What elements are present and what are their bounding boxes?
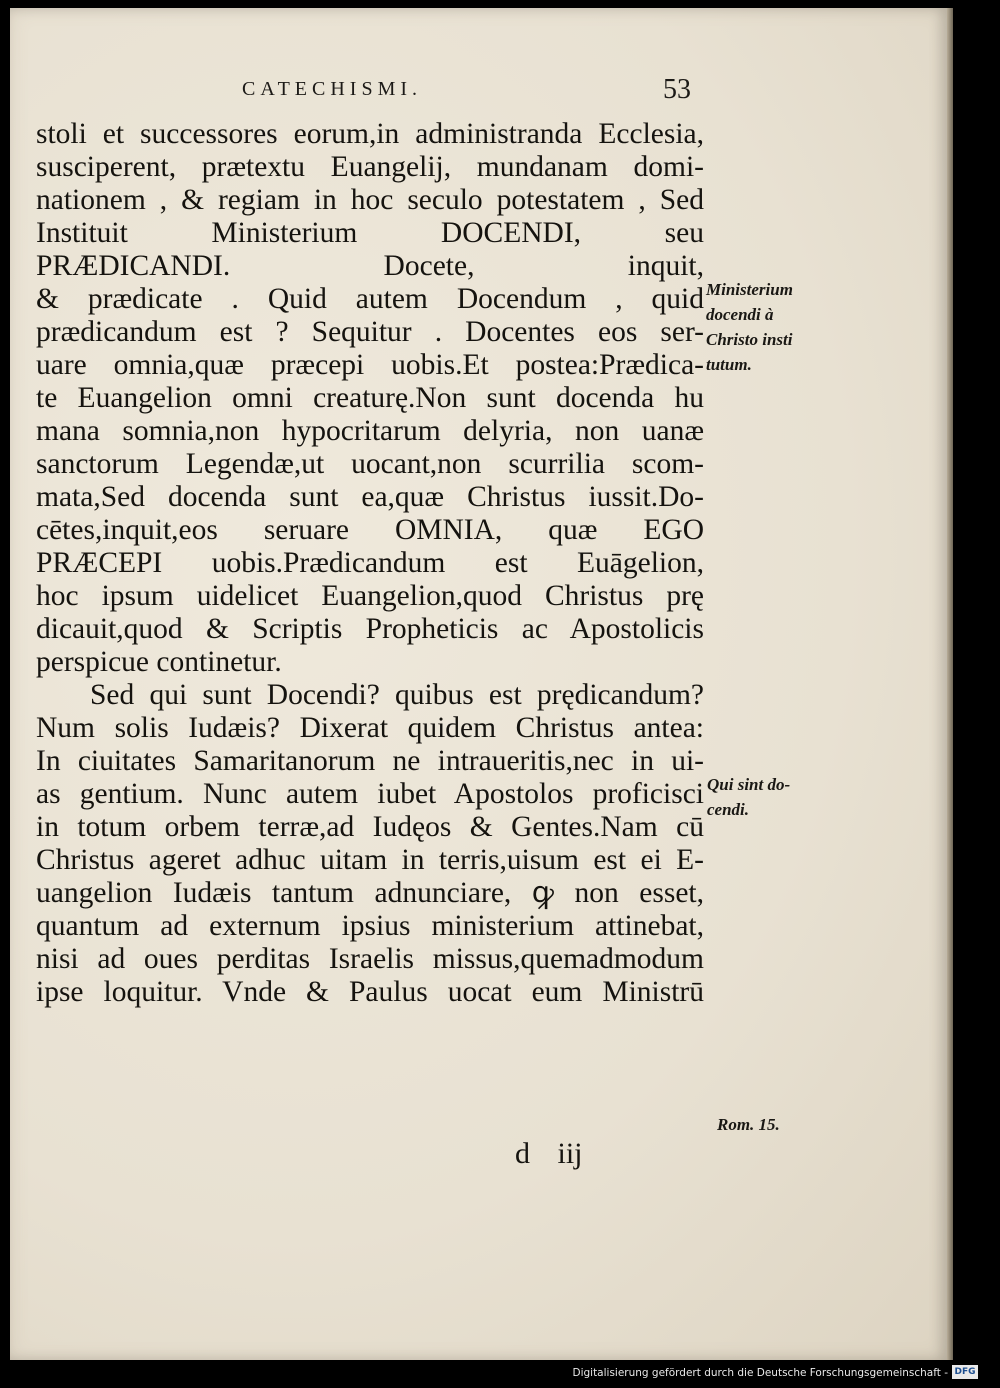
text-line: Instituit Ministerium DOCENDI, seu: [36, 217, 704, 249]
text-line: dicauit,quod & Scriptis Propheticis ac Apostolicis: [36, 613, 704, 645]
text-line: Sed qui sunt Docendi? quibus est prędicandum?: [90, 679, 704, 711]
text-line: Num solis Iudæis? Dixerat quidem Christus antea:: [36, 712, 704, 744]
text-line: te Euangelion omni creaturę.Non sunt docenda hu: [36, 382, 704, 414]
text-line: perspicue continetur.: [36, 646, 282, 678]
text-line: uare omnia,quæ præcepi uobis.Et postea:Prædica-: [36, 349, 704, 381]
text-line: hoc ipsum uidelicet Euangelion,quod Christus prę: [36, 580, 704, 612]
marginal-note-rom: [717, 1112, 780, 1137]
marginal-note-line: Rom. 15.: [717, 1115, 780, 1134]
page-number: 53: [663, 74, 691, 105]
text-line: prædicandum est ? Sequitur . Docentes eos ser-: [36, 316, 704, 348]
marginal-note-line: tutum.: [706, 355, 752, 374]
text-line: uangelion Iudæis tantum adnunciare, ꝙ non esset,: [36, 877, 704, 909]
text-line: nationem , & regiam in hoc seculo potestatem , Sed: [36, 184, 704, 216]
marginal-note-line: Qui sint do-: [707, 775, 791, 794]
marginal-note-line: cendi.: [707, 800, 750, 819]
text-line: stoli et successores eorum,in administranda Ecclesia,: [36, 118, 704, 150]
text-line: sanctorum Legendæ,ut uocant,non scurrilia scom-: [36, 448, 704, 480]
text-line: & prædicate . Quid autem Docendum , quid: [36, 283, 704, 315]
signature-mark: d iij: [515, 1137, 583, 1170]
marginal-note-line: docendi à: [706, 305, 774, 324]
text-line: mana somnia,non hypocritarum delyria, non uanæ: [36, 415, 704, 447]
text-line: nisi ad oues perditas Israelis missus,quemadmodum: [36, 943, 704, 975]
text-line: quantum ad externum ipsius ministerium attinebat,: [36, 910, 704, 942]
dfg-logo: DFG: [952, 1365, 978, 1379]
running-head: CATECHISMI.: [242, 78, 423, 100]
main-text-block: [36, 118, 704, 1009]
text-line: mata,Sed docenda sunt ea,quæ Christus iussit.Do-: [36, 481, 704, 513]
text-line: cētes,inquit,eos seruare OMNIA, quæ EGO: [36, 514, 704, 546]
text-line: as gentium. Nunc autem iubet Apostolos proficisci: [36, 778, 704, 810]
text-line: ipse loquitur. Vnde & Paulus uocat eum Ministrū: [36, 976, 704, 1008]
marginal-note-ministerium: [706, 277, 793, 377]
footer-credit: Digitalisierung gefördert durch die Deutsche Forschungsgemeinschaft -: [572, 1367, 948, 1379]
page-edge: [947, 8, 953, 1360]
marginal-note-line: Christo insti: [706, 330, 793, 349]
text-line: in totum orbem terræ,ad Iudęos & Gentes.Nam cū: [36, 811, 704, 843]
text-line: susciperent, prætextu Euangelij, mundanam domi-: [36, 151, 704, 183]
text-line: In ciuitates Samaritanorum ne intraueritis,nec in ui-: [36, 745, 704, 777]
text-line: PRÆDICANDI. Docete, inquit,: [36, 250, 704, 282]
text-line: PRÆCEPI uobis.Prædicandum est Euāgelion,: [36, 547, 704, 579]
marginal-note-qui-sint-docendi: [707, 772, 790, 822]
text-line: Christus ageret adhuc uitam in terris,uisum est ei E-: [36, 844, 704, 876]
marginal-note-line: Ministerium: [706, 280, 793, 299]
